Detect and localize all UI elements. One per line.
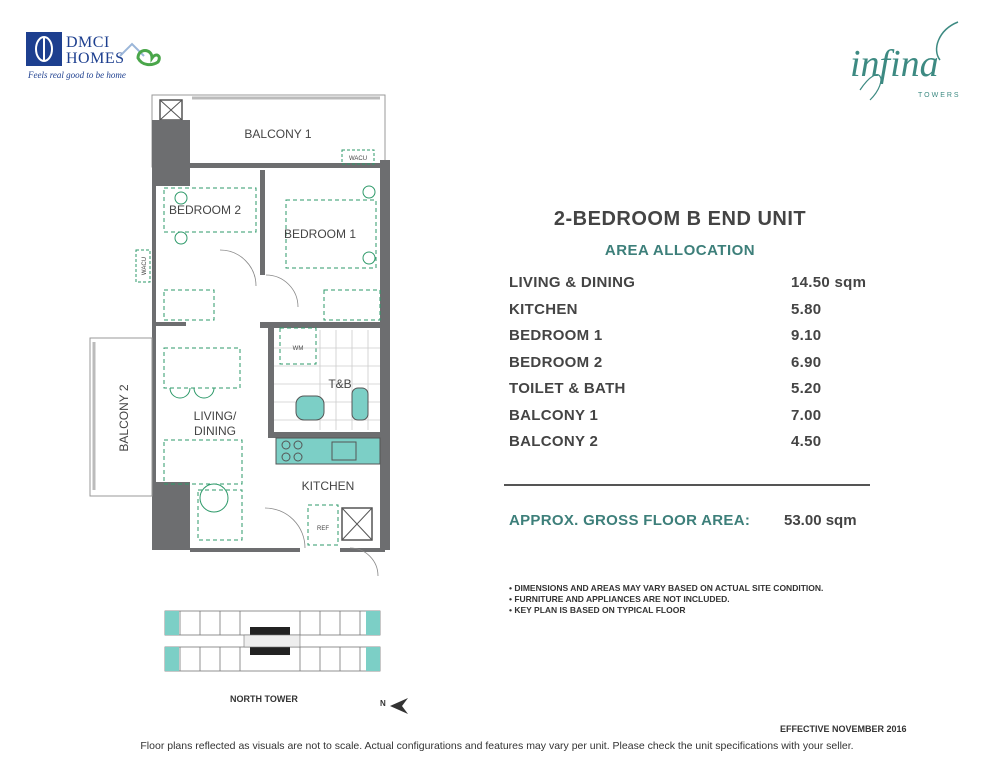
area-label: BALCONY 2 [509,433,599,450]
coffee-table [198,490,242,540]
label-balcony2: BALCONY 2 [117,384,131,452]
house-icon [118,38,162,68]
area-value: 5.20 [791,380,822,397]
area-allocation-heading: AREA ALLOCATION [604,242,756,259]
keyplan-core [250,627,290,635]
wall-left [152,186,156,486]
area-row [509,327,869,354]
area-row [509,301,869,328]
area-label: BEDROOM 1 [509,327,603,344]
area-row [509,354,869,381]
gross-floor-area-label: APPROX. GROSS FLOOR AREA: [509,512,751,529]
label-tb: T&B [328,377,352,391]
wall-column-top [152,120,190,186]
label-living1: LIVING/ [193,409,237,423]
area-label: BEDROOM 2 [509,353,603,371]
bed1-cabinet [324,290,380,320]
north-arrow-icon [380,696,410,716]
area-value: 4.50 [791,433,822,450]
keyplan-highlight [366,647,380,671]
gross-floor-area-value: 53.00 sqm [784,512,857,529]
door-swing [220,250,256,286]
note: • FURNITURE AND APPLIANCES ARE NOT INCLUDED. [509,594,730,604]
wall-top [190,163,385,168]
lavatory-icon [296,396,324,420]
chair-icon [194,388,214,398]
dmci-emblem-icon [26,32,62,66]
area-label: TOILET & BATH [509,380,626,397]
floor-plan [80,90,400,590]
wall-bedroom-divider [260,170,265,275]
area-value: 5.80 [791,300,822,318]
keyplan-highlight [165,647,179,671]
door-swing [266,275,298,307]
area-value: 14.50 sqm [791,274,867,291]
infina-sub: TOWERS [918,92,961,99]
area-value: 6.90 [791,353,822,371]
area-row [509,433,869,460]
door-swing [350,548,378,576]
wall-bottom [190,548,300,552]
keyplan-highlight [366,611,380,635]
label-kitchen: KITCHEN [301,479,355,493]
compass-label: N [380,699,386,708]
dmci-logo-line2: HOMES [66,50,125,67]
label-wm: WM [292,346,304,352]
area-value: 7.00 [791,406,822,424]
dining-table [164,348,240,388]
key-plan [160,605,385,685]
keyplan-corridor [244,635,300,647]
footer-disclaimer: Floor plans reflected as visuals are not to scale. Actual configurations and features may vary per unit. Please check the unit specifications with your seller. [140,740,854,752]
keyplan-core [250,647,290,655]
area-value: 9.10 [791,327,822,344]
lamp-icon [363,252,375,264]
area-label: BALCONY 1 [509,406,599,424]
label-wacu-top: WACU [348,156,368,162]
label-ref: REF [317,526,329,532]
label-balcony1: BALCONY 1 [244,127,312,141]
divider [504,484,870,486]
disclaimer-notes [509,583,823,616]
keyplan-label: NORTH TOWER [230,694,298,704]
lamp-icon [363,186,375,198]
door-swing [265,508,305,548]
area-label: KITCHEN [509,300,578,318]
chair-icon [170,388,190,398]
dmci-tagline: Feels real good to be home [28,70,126,80]
area-label: LIVING & DINING [509,274,636,291]
toilet-icon [352,388,368,420]
wall-bottom-right [340,548,385,552]
dmci-homes-logo [26,32,161,82]
wall-tb-left [268,328,274,438]
effective-date: EFFECTIVE NOVEMBER 2016 [780,724,907,734]
wall-tb-top [260,322,385,328]
compass-arrow-icon [388,696,410,716]
sofa [164,440,242,484]
wall-column-bottom [152,482,190,550]
round-table [200,484,228,512]
area-row [509,407,869,434]
label-bedroom2: BEDROOM 2 [168,203,242,217]
label-bedroom1: BEDROOM 1 [283,227,357,241]
lamp-icon [175,232,187,244]
dmci-logo-line1: DMCI [66,34,110,51]
wall-kitchen-top [268,432,385,438]
area-row [509,274,869,301]
note: • DIMENSIONS AND AREAS MAY VARY BASED ON ACTUAL SITE CONDITION. [509,583,824,593]
kitchen-counter [276,438,380,464]
wall-bed2-bottom [156,322,186,326]
ref-box [308,505,338,545]
area-table [509,274,869,460]
infina-towers-logo [840,20,980,110]
unit-title: 2-BEDROOM B END UNIT [553,208,807,230]
infina-wordmark: infina [850,43,939,85]
keyplan-highlight [165,611,179,635]
note: • KEY PLAN IS BASED ON TYPICAL FLOOR [509,605,686,615]
label-living2: DINING [194,424,236,438]
wall-right [380,160,390,550]
label-wacu-left: WACU [142,256,148,276]
area-row [509,380,869,407]
bed2-cabinet [164,290,214,320]
